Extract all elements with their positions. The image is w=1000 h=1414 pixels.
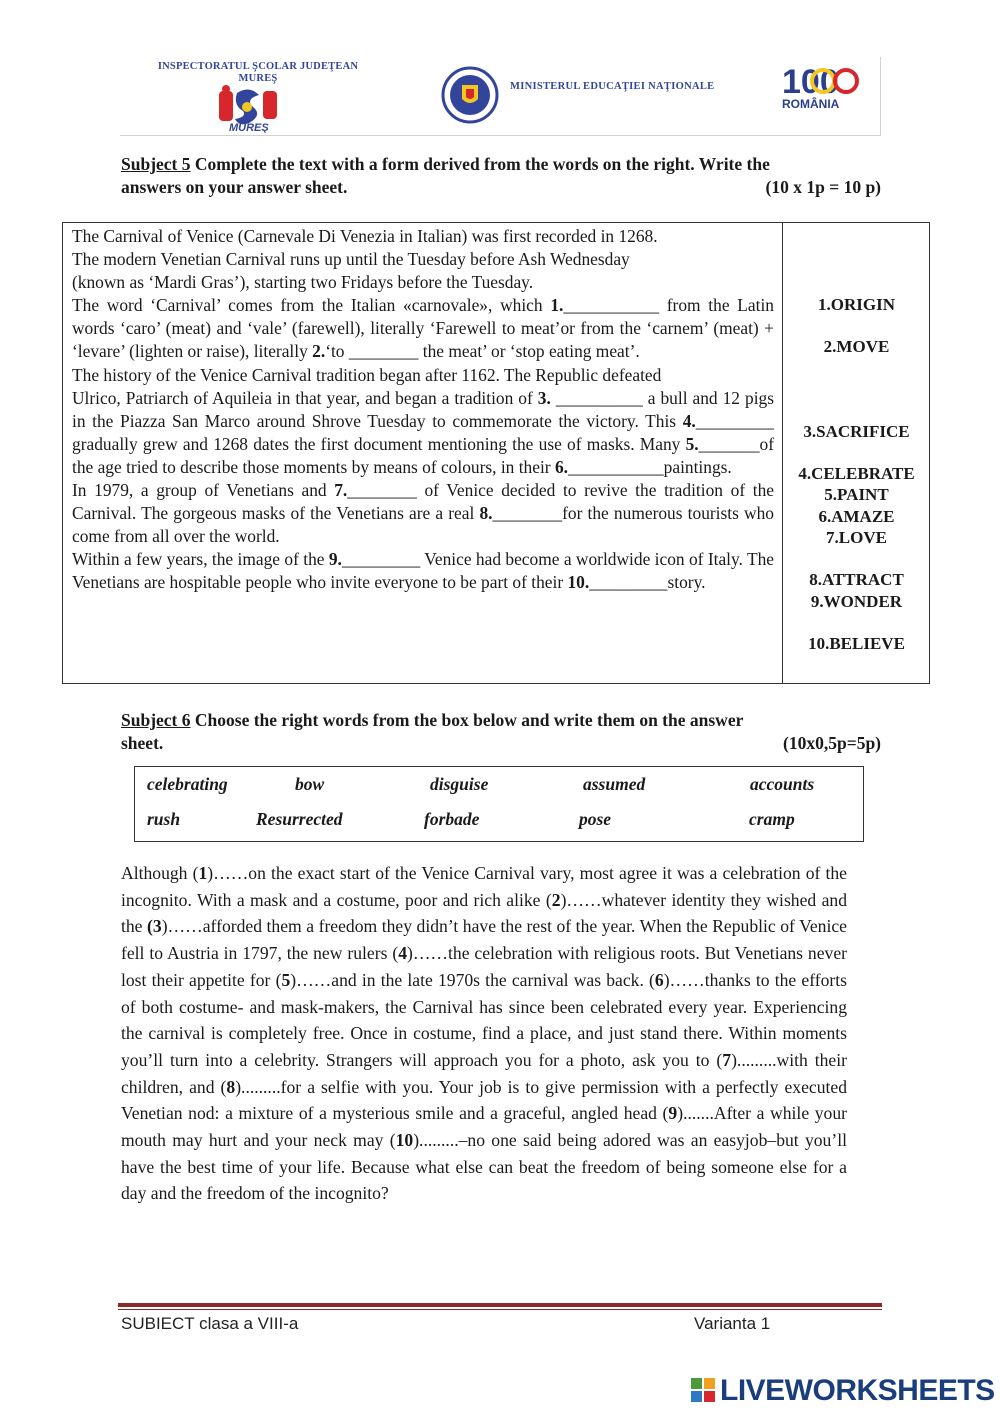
word-paint: 5.PAINT: [824, 485, 889, 504]
subject6-label: Subject 6: [121, 710, 191, 730]
footer-rule-thin: [118, 1309, 882, 1310]
word-wonder: 9.WONDER: [810, 592, 903, 611]
romania-100-logo: [770, 63, 870, 97]
box-word: rush: [147, 809, 181, 829]
subject5-heading: Subject 5 Complete the text with a form derived from the words on the right. Write the answers on your answer sheet. (10 x 1p = 10 p): [121, 154, 881, 197]
isj-logo-text: MUREŞ: [229, 122, 269, 133]
subject5-table: [62, 222, 930, 684]
document-header: [120, 57, 881, 136]
isj-logo: [215, 85, 285, 133]
government-seal-icon: [440, 65, 500, 125]
subject6-passage: Although (1)……on the exact start of the Venice Carnival vary, most agree it was a celebration of the incognito. With a mask and a costume, poor and rich alike (2)……whatever identity they wished and the (3)……afforded them a freedom they didn’t have the rest of the year. When the Republic of Venice fell to Austria in 1797, the new rulers (4)……the celebration with religious roots. But Venetians never lost their appetite for (5)……and in the late 1970s the carnival was back. (6)……thanks to the efforts of both costume- and mask-makers, the Carnival has since been celebrated every year. Experiencing the carnival is completely free. Once in costume, find a place, and just stand there. Within moments you’ll turn into a celebrity. Strangers will approach you for a photo, ask you to (7).........with their children, and (8).........for a selfie with you. Your job is to give permission with a perfectly executed Venetian nod: a mixture of a mysterious smile and a graceful, angled head (9).......After a while your mouth may hurt and your neck may (10).........–no one said being adored was an easyjob–but you’ll have the best time of your life. Because what else can beat the freedom of being someone else for a day and the freedom of the incognito?: [121, 863, 848, 1204]
word-move: 2.MOVE: [823, 337, 890, 356]
word-origin: 1.ORIGIN: [818, 295, 895, 314]
box-word: pose: [579, 809, 612, 829]
box-word: bow: [295, 774, 325, 794]
box-word: cramp: [749, 809, 795, 829]
centenary-number: 100: [782, 63, 839, 97]
subject5-label: Subject 5: [121, 154, 191, 174]
paragraph-word-carnival: The word ‘Carnival’ comes from the Italian «carnovale», which 1.___________ from the Latin words ‘caro’ (meat) and ‘vale’ (farewell), literally ‘Farewell to meat’or from the ‘carnem’ (meat) + ‘levare’ (lighten or raise), literally 2.‘to ________ the meat’ or ‘stop eating meat’.: [72, 295, 774, 362]
liveworksheets-wordmark: LIVEWORKSHEETS: [720, 1374, 995, 1407]
box-word: disguise: [430, 774, 489, 794]
paragraph-icon: Within a few years, the image of the 9._________ Venice had become a worldwide icon of Italy. The Venetians are hospitable people who invite everyone to be part of their 10._________story.: [72, 549, 774, 593]
romania-label: ROMÂNIA: [782, 97, 840, 111]
paragraph-revival: In 1979, a group of Venetians and 7.________ of Venice decided to revive the tradition of the Carnival. The gorgeous masks of the Venetians are a real 8.________for the numerous tourists who come from all over the world.: [72, 480, 774, 547]
footer-class-label: SUBIECT clasa a VIII-a: [121, 1314, 299, 1333]
subject6-points: (10x0,5p=5p): [783, 733, 881, 753]
footer-rule: [118, 1303, 882, 1307]
column-divider: [782, 223, 783, 683]
word-sacrifice: 3.SACRIFICE: [803, 422, 910, 441]
word-amaze: 6.AMAZE: [818, 507, 895, 526]
word-celebrate: 4.CELEBRATE: [798, 464, 915, 483]
box-word: accounts: [750, 774, 815, 794]
subject5-text: The Carnival of Venice (Carnevale Di Venezia in Italian) was first recorded in 1268. The modern Venetian Carnival runs up until the Tuesday before Ash Wednesday (known as ‘Mardi Gras’), starting two Fridays before the Tuesday. The word ‘Carnival’ comes from the Italian «carnovale», which 1.___________ from the Latin words ‘caro’ (meat) and ‘vale’ (farewell), literally ‘Farewell to meat’or from the ‘carnem’ (meat) + ‘levare’ (lighten or raise), literally 2.‘to ________ the meat’ or ‘stop eating meat’. The history of the Venice Carnival tradition began after 1162. The Republic defeated Ulrico, Patriarch of Aquileia in that year, and began a tradition of 3. __________ a bull and 12 pigs in the Piazza San Marco around Shrove Tuesday to commemorate the victory. This 4._________ gradually grew and 1268 dates the first document mentioning the use of masks. Many 5._______of the age tried to describe those moments by means of colours, in their 6.___________paintings. In 1979, a group of Venetians and 7.________ of Venice decided to revive the tradition of the Carnival. The gorgeous masks of the Venetians are a real 8.________for the numerous tourists who come from all over the world. Within a few years, the image of the 9._________ Venice had become a worldwide icon of Italy. The Venetians are hospitable people who invite everyone to be part of their 10._________story.: [72, 225, 774, 595]
word-attract: 8.ATTRACT: [809, 570, 904, 589]
box-word: celebrating: [147, 774, 228, 794]
box-word: Resurrected: [256, 809, 343, 829]
word-believe: 10.BELIEVE: [808, 634, 905, 653]
subject6-heading: Subject 6 Choose the right words from the box below and write them on the answer sheet. (10x0,5p=5p): [121, 710, 881, 753]
ministry-name: MINISTERUL EDUCAŢIEI NAŢIONALE: [510, 81, 715, 92]
box-word: assumed: [583, 774, 646, 794]
liveworksheets-logo-icon: [690, 1376, 718, 1406]
inspectorate-title: INSPECTORATUL ŞCOLAR JUDEŢEAN MUREŞ: [157, 61, 359, 84]
paragraph-history: Ulrico, Patriarch of Aquileia in that year, and began a tradition of 3. __________ a bull and 12 pigs in the Piazza San Marco around Shrove Tuesday to commemorate the victory. This 4._________ gradually grew and 1268 dates the first document mentioning the use of masks. Many 5._______of the age tried to describe those moments by means of colours, in their 6.___________paintings.: [72, 387, 774, 477]
box-word: forbade: [424, 809, 480, 829]
word-box: [134, 766, 864, 842]
subject5-points: (10 x 1p = 10 p): [765, 177, 881, 197]
footer-variant-label: Varianta 1: [694, 1314, 771, 1333]
word-love: 7.LOVE: [826, 528, 887, 547]
